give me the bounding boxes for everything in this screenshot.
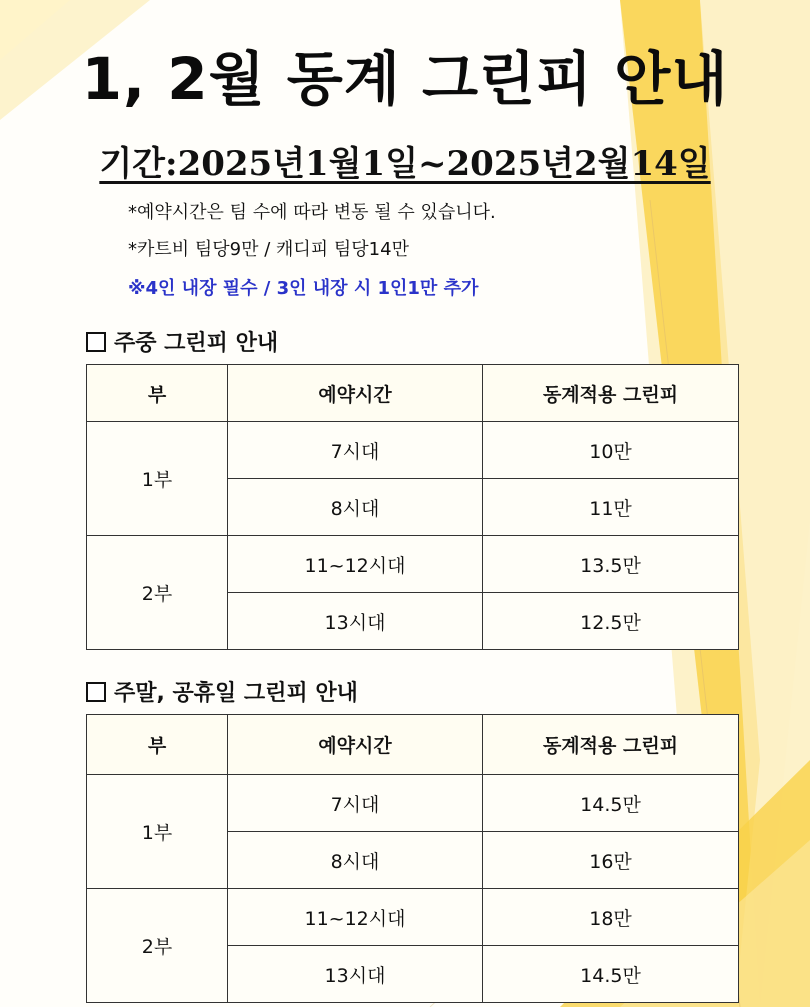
fee-cell: 13.5만 (483, 536, 739, 593)
header-time: 예약시간 (228, 365, 483, 422)
note-reservation-time: *예약시간은 팀 수에 따라 변동 될 수 있습니다. (128, 202, 496, 223)
fee-cell: 16만 (483, 832, 739, 889)
weekend-fee-table (86, 714, 739, 1003)
note-players-required: ※4인 내장 필수 / 3인 내장 시 1인1만 추가 (128, 278, 479, 299)
fee-cell: 11만 (483, 479, 739, 536)
note-cart-caddie-fee: *카트비 팀당9만 / 캐디피 팀당14만 (128, 239, 409, 260)
time-cell: 8시대 (228, 832, 483, 889)
checkbox-square-icon (86, 682, 106, 702)
table-header-row (87, 715, 739, 775)
section-title-text: 주말, 공휴일 그린피 안내 (114, 681, 358, 706)
time-cell: 11~12시대 (228, 536, 483, 593)
fee-cell: 14.5만 (483, 775, 739, 832)
weekday-fee-table (86, 364, 739, 650)
checkbox-square-icon (86, 332, 106, 352)
time-cell: 13시대 (228, 593, 483, 650)
part-cell: 1부 (87, 775, 228, 889)
table-row (87, 775, 739, 832)
table-row (87, 422, 739, 479)
table-row (87, 889, 739, 946)
part-cell: 2부 (87, 536, 228, 650)
time-cell: 11~12시대 (228, 889, 483, 946)
header-part: 부 (87, 715, 228, 775)
header-part: 부 (87, 365, 228, 422)
fee-cell: 14.5만 (483, 946, 739, 1003)
section-title-text: 주중 그린피 안내 (114, 331, 279, 356)
time-cell: 7시대 (228, 422, 483, 479)
fee-cell: 12.5만 (483, 593, 739, 650)
time-cell: 13시대 (228, 946, 483, 1003)
header-fee: 동계적용 그린피 (483, 715, 739, 775)
header-time: 예약시간 (228, 715, 483, 775)
page-title: 1, 2월 동계 그린피 안내 (81, 45, 729, 113)
fee-cell: 10만 (483, 422, 739, 479)
header-fee: 동계적용 그린피 (483, 365, 739, 422)
time-cell: 7시대 (228, 775, 483, 832)
fee-cell: 18만 (483, 889, 739, 946)
section-title-weekend (86, 676, 358, 707)
section-title-weekday (86, 326, 278, 357)
table-header-row (87, 365, 739, 422)
table-row (87, 536, 739, 593)
time-cell: 8시대 (228, 479, 483, 536)
part-cell: 1부 (87, 422, 228, 536)
part-cell: 2부 (87, 889, 228, 1003)
period-heading: 기간:2025년1월1일~2025년2월14일 (99, 144, 711, 184)
